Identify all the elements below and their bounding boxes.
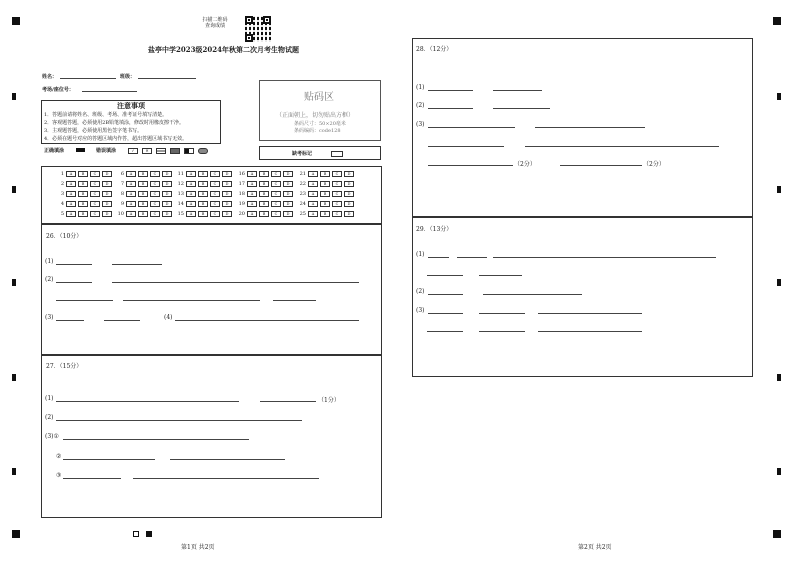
q29-blank[interactable] (493, 257, 716, 258)
choice-bubble-c[interactable]: C (90, 191, 100, 197)
choice-bubble-a[interactable]: A (308, 181, 318, 187)
choice-row (56, 191, 114, 197)
choice-bubble-d[interactable]: D (344, 191, 354, 197)
choice-number: 18 (238, 191, 245, 197)
choice-bubble-b[interactable]: B (320, 181, 330, 187)
q28-points: （2分） (643, 161, 665, 168)
page-mark-filled (146, 531, 152, 537)
choice-number: 2 (60, 181, 64, 187)
choice-bubble-a[interactable]: A (126, 201, 136, 207)
choice-number: 16 (238, 171, 245, 177)
choice-bubble-b[interactable]: B (320, 171, 330, 177)
choice-row (116, 181, 174, 187)
choice-bubble-a[interactable]: A (66, 211, 76, 217)
choice-bubble-b[interactable]: B (259, 211, 269, 217)
choice-bubble-c[interactable]: C (150, 211, 160, 217)
q29-label-1: (1) (416, 251, 425, 258)
corner-mark-tr (773, 17, 781, 25)
qr-code-icon[interactable] (245, 16, 271, 42)
choice-bubble-a[interactable]: A (308, 171, 318, 177)
choice-number: 15 (177, 211, 184, 217)
choice-row (237, 181, 295, 187)
choice-number: 7 (120, 181, 124, 187)
absent-checkbox[interactable] (331, 151, 343, 157)
choice-bubble-a[interactable]: A (66, 201, 76, 207)
choice-bubble-a[interactable]: A (308, 201, 318, 207)
choice-bubble-d[interactable]: D (162, 191, 172, 197)
choice-bubble-b[interactable]: B (78, 181, 88, 187)
choice-bubble-b[interactable]: B (78, 201, 88, 207)
q29-section (412, 217, 753, 377)
q27-blank[interactable] (63, 478, 121, 479)
choice-row (116, 211, 174, 217)
choice-row (298, 211, 356, 217)
choice-bubble-c[interactable]: C (210, 191, 220, 197)
choice-number: 24 (299, 201, 306, 207)
choice-bubble-b[interactable]: B (198, 171, 208, 177)
notice-item: 1．答题前请将姓名、班级、考场、准考证号填写清楚。 (44, 112, 168, 118)
page-number-1: 第1页 共2页 (181, 544, 215, 551)
q26-blank[interactable] (56, 264, 92, 265)
correct-fill-sample (76, 148, 85, 152)
choice-bubble-a[interactable]: A (66, 191, 76, 197)
q27-points: （1分） (318, 397, 340, 404)
q28-label-3: (3) (416, 121, 425, 128)
choice-bubble-b[interactable]: B (259, 201, 269, 207)
choice-bubble-a[interactable]: A (247, 191, 257, 197)
q26-blank[interactable] (56, 320, 84, 321)
choice-bubble-c[interactable]: C (150, 171, 160, 177)
choice-bubble-a[interactable]: A (308, 211, 318, 217)
choice-bubble-c[interactable]: C (271, 171, 281, 177)
side-mark (777, 93, 781, 100)
q26-blank[interactable] (56, 282, 92, 283)
choice-number: 8 (120, 191, 124, 197)
choice-bubble-d[interactable]: D (344, 201, 354, 207)
barcode-code: 条码编码：code128 (294, 128, 341, 134)
side-mark (12, 186, 16, 193)
page-mark-open (133, 531, 139, 537)
choice-bubble-d[interactable]: D (222, 191, 232, 197)
choice-bubble-a[interactable]: A (126, 171, 136, 177)
q29-title: 29．（13分） (416, 226, 453, 233)
notice-title: 注意事项 (117, 101, 145, 110)
q26-title: 26．（10分） (46, 233, 83, 240)
choice-bubble-d[interactable]: D (222, 171, 232, 177)
q26-label-3: (3) (45, 314, 54, 321)
choice-bubble-a[interactable]: A (186, 181, 196, 187)
q29-blank[interactable] (479, 313, 525, 314)
barcode-size: 条码尺寸：50×20毫米 (294, 121, 346, 127)
choice-bubble-d[interactable]: D (283, 181, 293, 187)
q26-blank[interactable] (112, 282, 359, 283)
choice-bubble-c[interactable]: C (332, 181, 342, 187)
choice-number: 1 (60, 171, 64, 177)
absent-label: 缺考标记 (292, 151, 313, 157)
q29-blank[interactable] (479, 275, 522, 276)
choice-number: 9 (120, 201, 124, 207)
exam-seat-field[interactable] (82, 91, 137, 92)
choice-bubble-a[interactable]: A (247, 181, 257, 187)
choice-bubble-d[interactable]: D (222, 211, 232, 217)
choice-number: 20 (238, 211, 245, 217)
choice-row (176, 181, 234, 187)
class-label: 班级： (120, 74, 136, 80)
choice-bubble-d[interactable]: D (102, 171, 112, 177)
notice-item: 2．客观题答题，必须使用2B铅笔填涂，修改时用橡皮擦干净。 (44, 120, 185, 126)
side-mark (777, 186, 781, 193)
choice-bubble-c[interactable]: C (210, 181, 220, 187)
notice-item: 4．必须在题号对应的答题区域内作答，超出答题区域书写无效。 (44, 136, 188, 142)
choice-number: 22 (299, 181, 306, 187)
choice-row (237, 211, 295, 217)
choice-bubble-a[interactable]: A (66, 171, 76, 177)
choice-bubble-b[interactable]: B (78, 171, 88, 177)
choice-number: 5 (60, 211, 64, 217)
choice-number: 10 (117, 211, 124, 217)
choice-bubble-c[interactable]: C (210, 201, 220, 207)
choice-number: 4 (60, 201, 64, 207)
choice-bubble-a[interactable]: A (186, 211, 196, 217)
choice-bubble-a[interactable]: A (247, 201, 257, 207)
choice-bubble-d[interactable]: D (102, 211, 112, 217)
choice-bubble-d[interactable]: D (162, 211, 172, 217)
q29-blank[interactable] (427, 331, 463, 332)
choice-bubble-d[interactable]: D (283, 201, 293, 207)
barcode-hint: （正面朝上，切勿贴出方框） (276, 112, 355, 119)
choice-bubble-d[interactable]: D (222, 201, 232, 207)
choice-row (56, 211, 114, 217)
q26-blank[interactable] (112, 264, 162, 265)
choice-bubble-c[interactable]: C (332, 171, 342, 177)
side-mark (777, 374, 781, 381)
q29-blank[interactable] (428, 294, 463, 295)
q27-blank[interactable] (133, 478, 319, 479)
page-number-2: 第2页 共2页 (578, 544, 612, 551)
choice-row (298, 181, 356, 187)
choice-row (176, 191, 234, 197)
choice-bubble-c[interactable]: C (271, 191, 281, 197)
choice-bubble-b[interactable]: B (138, 191, 148, 197)
q28-blank[interactable] (428, 90, 473, 91)
choice-bubble-b[interactable]: B (198, 211, 208, 217)
q27-blank[interactable] (63, 459, 155, 460)
choice-row (298, 171, 356, 177)
q27-label-3c: ③ (56, 472, 62, 479)
choice-bubble-c[interactable]: C (90, 211, 100, 217)
choice-row (298, 191, 356, 197)
q29-blank[interactable] (457, 257, 487, 258)
choice-bubble-b[interactable]: B (259, 191, 269, 197)
q29-blank[interactable] (428, 257, 449, 258)
choice-number: 6 (120, 171, 124, 177)
barcode-title: 贴码区 (304, 92, 334, 103)
choice-number: 3 (60, 191, 64, 197)
q26-blank[interactable] (273, 300, 316, 301)
side-mark (12, 468, 16, 475)
choice-row (56, 181, 114, 187)
q27-label-1: (1) (45, 395, 54, 402)
choice-bubble-c[interactable]: C (332, 211, 342, 217)
choice-number: 21 (299, 171, 306, 177)
choice-bubble-c[interactable]: C (150, 181, 160, 187)
absent-box (259, 146, 381, 160)
choice-bubble-d[interactable]: D (283, 211, 293, 217)
choice-number: 14 (177, 201, 184, 207)
choice-number: 13 (177, 191, 184, 197)
correct-fill-label: 正确填涂 (44, 148, 65, 154)
choice-bubble-b[interactable]: B (138, 171, 148, 177)
side-mark (777, 279, 781, 286)
q27-label-3b: ② (56, 453, 62, 460)
choice-row (176, 201, 234, 207)
choice-bubble-b[interactable]: B (138, 211, 148, 217)
choice-bubble-c[interactable]: C (210, 211, 220, 217)
q29-blank[interactable] (479, 331, 525, 332)
choice-bubble-a[interactable]: A (126, 211, 136, 217)
choice-bubble-c[interactable]: C (271, 181, 281, 187)
choice-bubble-b[interactable]: B (198, 191, 208, 197)
page-title: 盐亭中学2023级2024年秋第二次月考生物试题 (148, 45, 299, 54)
q28-blank[interactable] (428, 127, 515, 128)
choice-row (237, 191, 295, 197)
side-mark (12, 279, 16, 286)
choice-bubble-c[interactable]: C (150, 201, 160, 207)
choice-bubble-c[interactable]: C (90, 171, 100, 177)
q26-blank[interactable] (104, 320, 140, 321)
side-mark (12, 93, 16, 100)
q27-label-2: (2) (45, 414, 54, 421)
choice-bubble-d[interactable]: D (344, 181, 354, 187)
wrong-fill-samples: ✓ ✕ (128, 148, 208, 154)
q29-blank[interactable] (428, 313, 463, 314)
wrong-fill-label: 错误填涂 (96, 148, 117, 154)
choice-bubble-a[interactable]: A (186, 191, 196, 197)
choice-bubble-d[interactable]: D (344, 171, 354, 177)
corner-mark-tl (12, 17, 20, 25)
q29-blank[interactable] (538, 331, 642, 332)
choice-bubble-a[interactable]: A (308, 191, 318, 197)
q26-label-1: (1) (45, 258, 54, 265)
q28-label-1: (1) (416, 84, 425, 91)
q27-blank[interactable] (56, 401, 239, 402)
choice-bubble-d[interactable]: D (102, 181, 112, 187)
q27-blank[interactable] (260, 401, 316, 402)
choice-bubble-b[interactable]: B (320, 191, 330, 197)
q26-blank[interactable] (175, 320, 359, 321)
q27-section (41, 355, 382, 518)
choice-row (56, 171, 114, 177)
choice-bubble-b[interactable]: B (259, 171, 269, 177)
choice-bubble-b[interactable]: B (198, 181, 208, 187)
q28-blank[interactable] (560, 165, 642, 166)
q28-blank[interactable] (535, 127, 645, 128)
choice-bubble-a[interactable]: A (247, 211, 257, 217)
exam-seat-label: 考场/座位号： (42, 87, 74, 93)
choice-bubble-b[interactable]: B (320, 201, 330, 207)
q26-blank[interactable] (123, 300, 260, 301)
choice-number: 25 (299, 211, 306, 217)
choice-bubble-b[interactable]: B (78, 191, 88, 197)
name-field[interactable] (60, 78, 116, 79)
choice-bubble-d[interactable]: D (344, 211, 354, 217)
class-field[interactable] (138, 78, 196, 79)
choice-bubble-d[interactable]: D (162, 181, 172, 187)
choice-bubble-c[interactable]: C (332, 201, 342, 207)
choice-bubble-b[interactable]: B (78, 211, 88, 217)
choice-bubble-b[interactable]: B (259, 181, 269, 187)
q28-blank[interactable] (428, 165, 513, 166)
q26-label-2: (2) (45, 276, 54, 283)
choice-row (237, 201, 295, 207)
choice-number: 17 (238, 181, 245, 187)
q27-blank[interactable] (63, 439, 249, 440)
choice-bubble-d[interactable]: D (283, 171, 293, 177)
q28-blank[interactable] (428, 146, 504, 147)
choice-bubble-c[interactable]: C (271, 211, 281, 217)
q26-blank[interactable] (56, 300, 113, 301)
name-label: 姓名： (42, 74, 58, 80)
choice-bubble-a[interactable]: A (66, 181, 76, 187)
choice-bubble-d[interactable]: D (162, 201, 172, 207)
choice-bubble-d[interactable]: D (102, 191, 112, 197)
corner-mark-br (773, 530, 781, 538)
choice-row (116, 201, 174, 207)
choice-number: 23 (299, 191, 306, 197)
qr-caption: 扫描二维码 查询成绩 (202, 17, 228, 29)
choice-bubble-a[interactable]: A (186, 171, 196, 177)
choice-bubble-c[interactable]: C (150, 191, 160, 197)
q27-blank[interactable] (56, 420, 302, 421)
choice-bubble-b[interactable]: B (198, 201, 208, 207)
q29-blank[interactable] (538, 313, 642, 314)
choice-bubble-c[interactable]: C (210, 171, 220, 177)
choice-bubble-a[interactable]: A (247, 171, 257, 177)
q28-blank[interactable] (428, 108, 473, 109)
q29-blank[interactable] (427, 275, 463, 276)
choice-row (116, 171, 174, 177)
q28-label-2: (2) (416, 102, 425, 109)
q26-section (41, 224, 382, 355)
side-mark (12, 374, 16, 381)
choice-bubble-a[interactable]: A (126, 191, 136, 197)
choice-bubble-d[interactable]: D (162, 171, 172, 177)
choice-bubble-d[interactable]: D (222, 181, 232, 187)
choice-row (116, 191, 174, 197)
q26-label-4: (4) (164, 314, 173, 321)
choice-row (176, 211, 234, 217)
choice-bubble-a[interactable]: A (186, 201, 196, 207)
choice-bubble-b[interactable]: B (138, 181, 148, 187)
choice-number: 12 (177, 181, 184, 187)
notice-item: 3．主观题答题，必须使用黑色签字笔书写。 (44, 128, 143, 134)
q29-label-2: (2) (416, 288, 425, 295)
choice-row (56, 201, 114, 207)
choice-bubble-c[interactable]: C (90, 181, 100, 187)
q28-title: 28．（12分） (416, 46, 453, 53)
q29-label-3: (3) (416, 307, 425, 314)
choice-bubble-c[interactable]: C (271, 201, 281, 207)
q28-blank[interactable] (493, 108, 550, 109)
choice-number: 11 (177, 171, 184, 177)
corner-mark-bl (12, 530, 20, 538)
q28-points: （2分） (514, 161, 536, 168)
q27-label-3a: (3)① (45, 433, 59, 440)
choice-row (298, 201, 356, 207)
choice-bubble-a[interactable]: A (126, 181, 136, 187)
choice-row (176, 171, 234, 177)
choice-row (237, 171, 295, 177)
choice-bubble-c[interactable]: C (332, 191, 342, 197)
q29-blank[interactable] (483, 294, 582, 295)
choice-bubble-d[interactable]: D (283, 191, 293, 197)
choice-bubble-d[interactable]: D (102, 201, 112, 207)
choice-bubble-b[interactable]: B (138, 201, 148, 207)
q28-blank[interactable] (525, 146, 719, 147)
choice-bubble-c[interactable]: C (90, 201, 100, 207)
q27-blank[interactable] (170, 459, 285, 460)
side-mark (777, 468, 781, 475)
q28-blank[interactable] (493, 90, 542, 91)
q27-title: 27．（15分） (46, 363, 83, 370)
choice-number: 19 (238, 201, 245, 207)
choice-bubble-b[interactable]: B (320, 211, 330, 217)
